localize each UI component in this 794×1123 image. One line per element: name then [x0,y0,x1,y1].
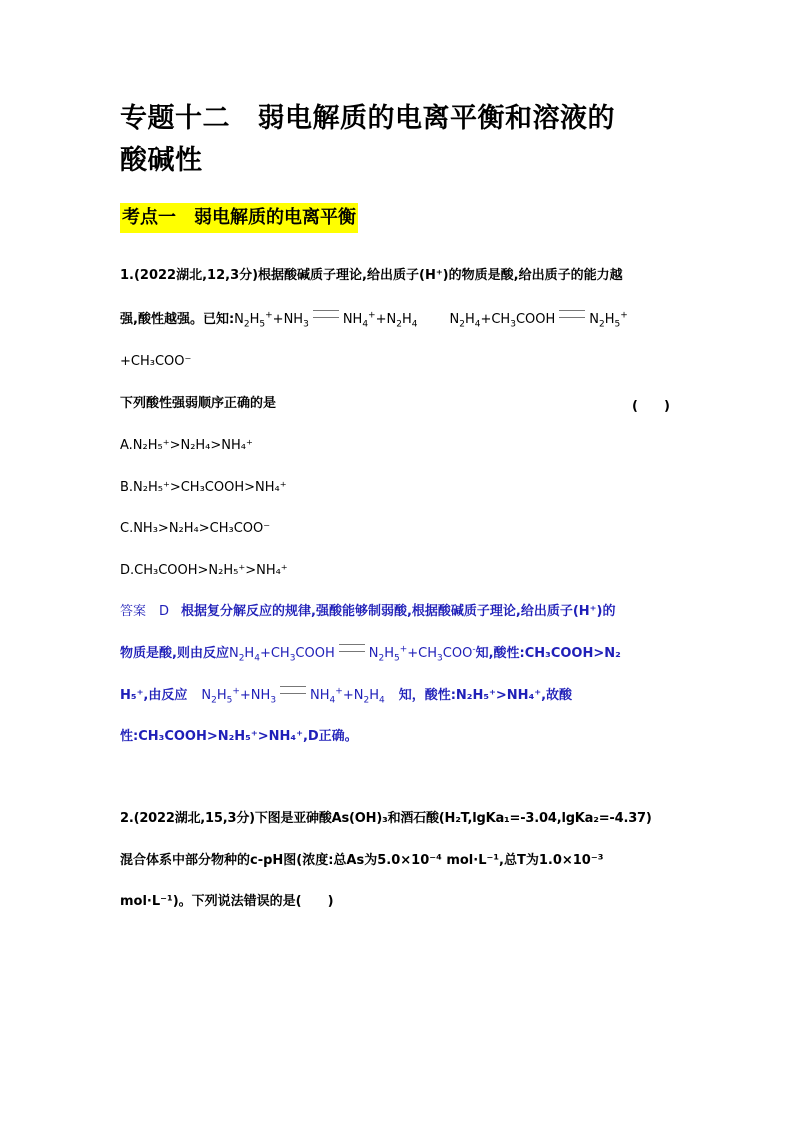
q1-answer-line-2 [120,644,621,664]
q1-question: 下列酸性强弱顺序正确的是 [120,396,277,411]
q1-answer-text-3-mid: 知，酸性:N₂H₅⁺>NH₄⁺,故酸 [398,688,573,703]
q1-answer-equation-2: $N_2H_5^++NH_3$ $NH_4^++N_2H_4$ [201,686,385,706]
q1-equation-2: $N_2H_4+CH_3COOH$ $N_2H_5^+$ [449,310,628,330]
title-line-2: 酸碱性 [120,145,203,176]
q1-answer-line-4: 性:CH₃COOH>N₂H₅⁺>NH₄⁺,D正确。 [120,729,358,744]
q1-option-a: A.N₂H₅⁺>N₂H₄>NH₄⁺ [120,438,253,453]
q2-stem-line-1: 2.(2022湖北,15,3分)下图是亚砷酸As(OH)₃和酒石酸(H₂T,lgKa₁=-3.04,lgKa₂=-4.37) [120,811,652,826]
q1-stem-line-1: 1.(2022湖北,12,3分)根据酸碱质子理论,给出质子(H⁺)的物质是酸,给出质子的能力越 [120,268,623,283]
q1-answer-text-2-prefix: 物质是酸,则由反应 [120,646,229,661]
q1-option-d: D.CH₃COOH>N₂H₅⁺>NH₄⁺ [120,563,288,578]
q1-equation-1: $N_2H_5^++NH_3$ $NH_4^++N_2H_4$ [234,310,418,330]
title-line-1: 专题十二 弱电解质的电离平衡和溶液的 [120,103,615,134]
q1-answer-text-3-prefix: H₅⁺,由反应 [120,688,188,703]
q1-answer-line-3 [120,686,572,706]
q1-answer-label: 答案 D [120,604,170,619]
section-heading: 考点一 弱电解质的电离平衡 [120,203,358,233]
q1-answer-text-1: 根据复分解反应的规律,强酸能够制弱酸,根据酸碱质子理论,给出质子(H⁺)的 [181,604,616,619]
q1-answer-text-2-mid: 知,酸性:CH₃COOH>N₂ [475,646,621,661]
q1-answer-line-1 [120,602,615,622]
q1-stem-prefix: 强,酸性越强。已知: [120,312,235,327]
q1-answer-blank: ( ) [632,399,670,414]
q1-answer-equation-1: $N_2H_4+CH_3COOH$ $N_2H_5^++CH_3COO^-$ [228,644,476,664]
q1-stem-line-3: +CH₃COO⁻ [120,354,192,369]
q1-option-b: B.N₂H₅⁺>CH₃COOH>NH₄⁺ [120,480,287,495]
q2-stem-line-2: 混合体系中部分物种的c-pH图(浓度:总As为5.0×10⁻⁴ mol·L⁻¹,总T为1.0×10⁻³ [120,853,604,868]
q2-stem-line-3: mol·L⁻¹)。下列说法错误的是( ) [120,894,334,909]
page-title [120,98,680,182]
q1-stem-line-2 [120,310,628,330]
q1-option-c: C.NH₃>N₂H₄>CH₃COO⁻ [120,521,271,536]
